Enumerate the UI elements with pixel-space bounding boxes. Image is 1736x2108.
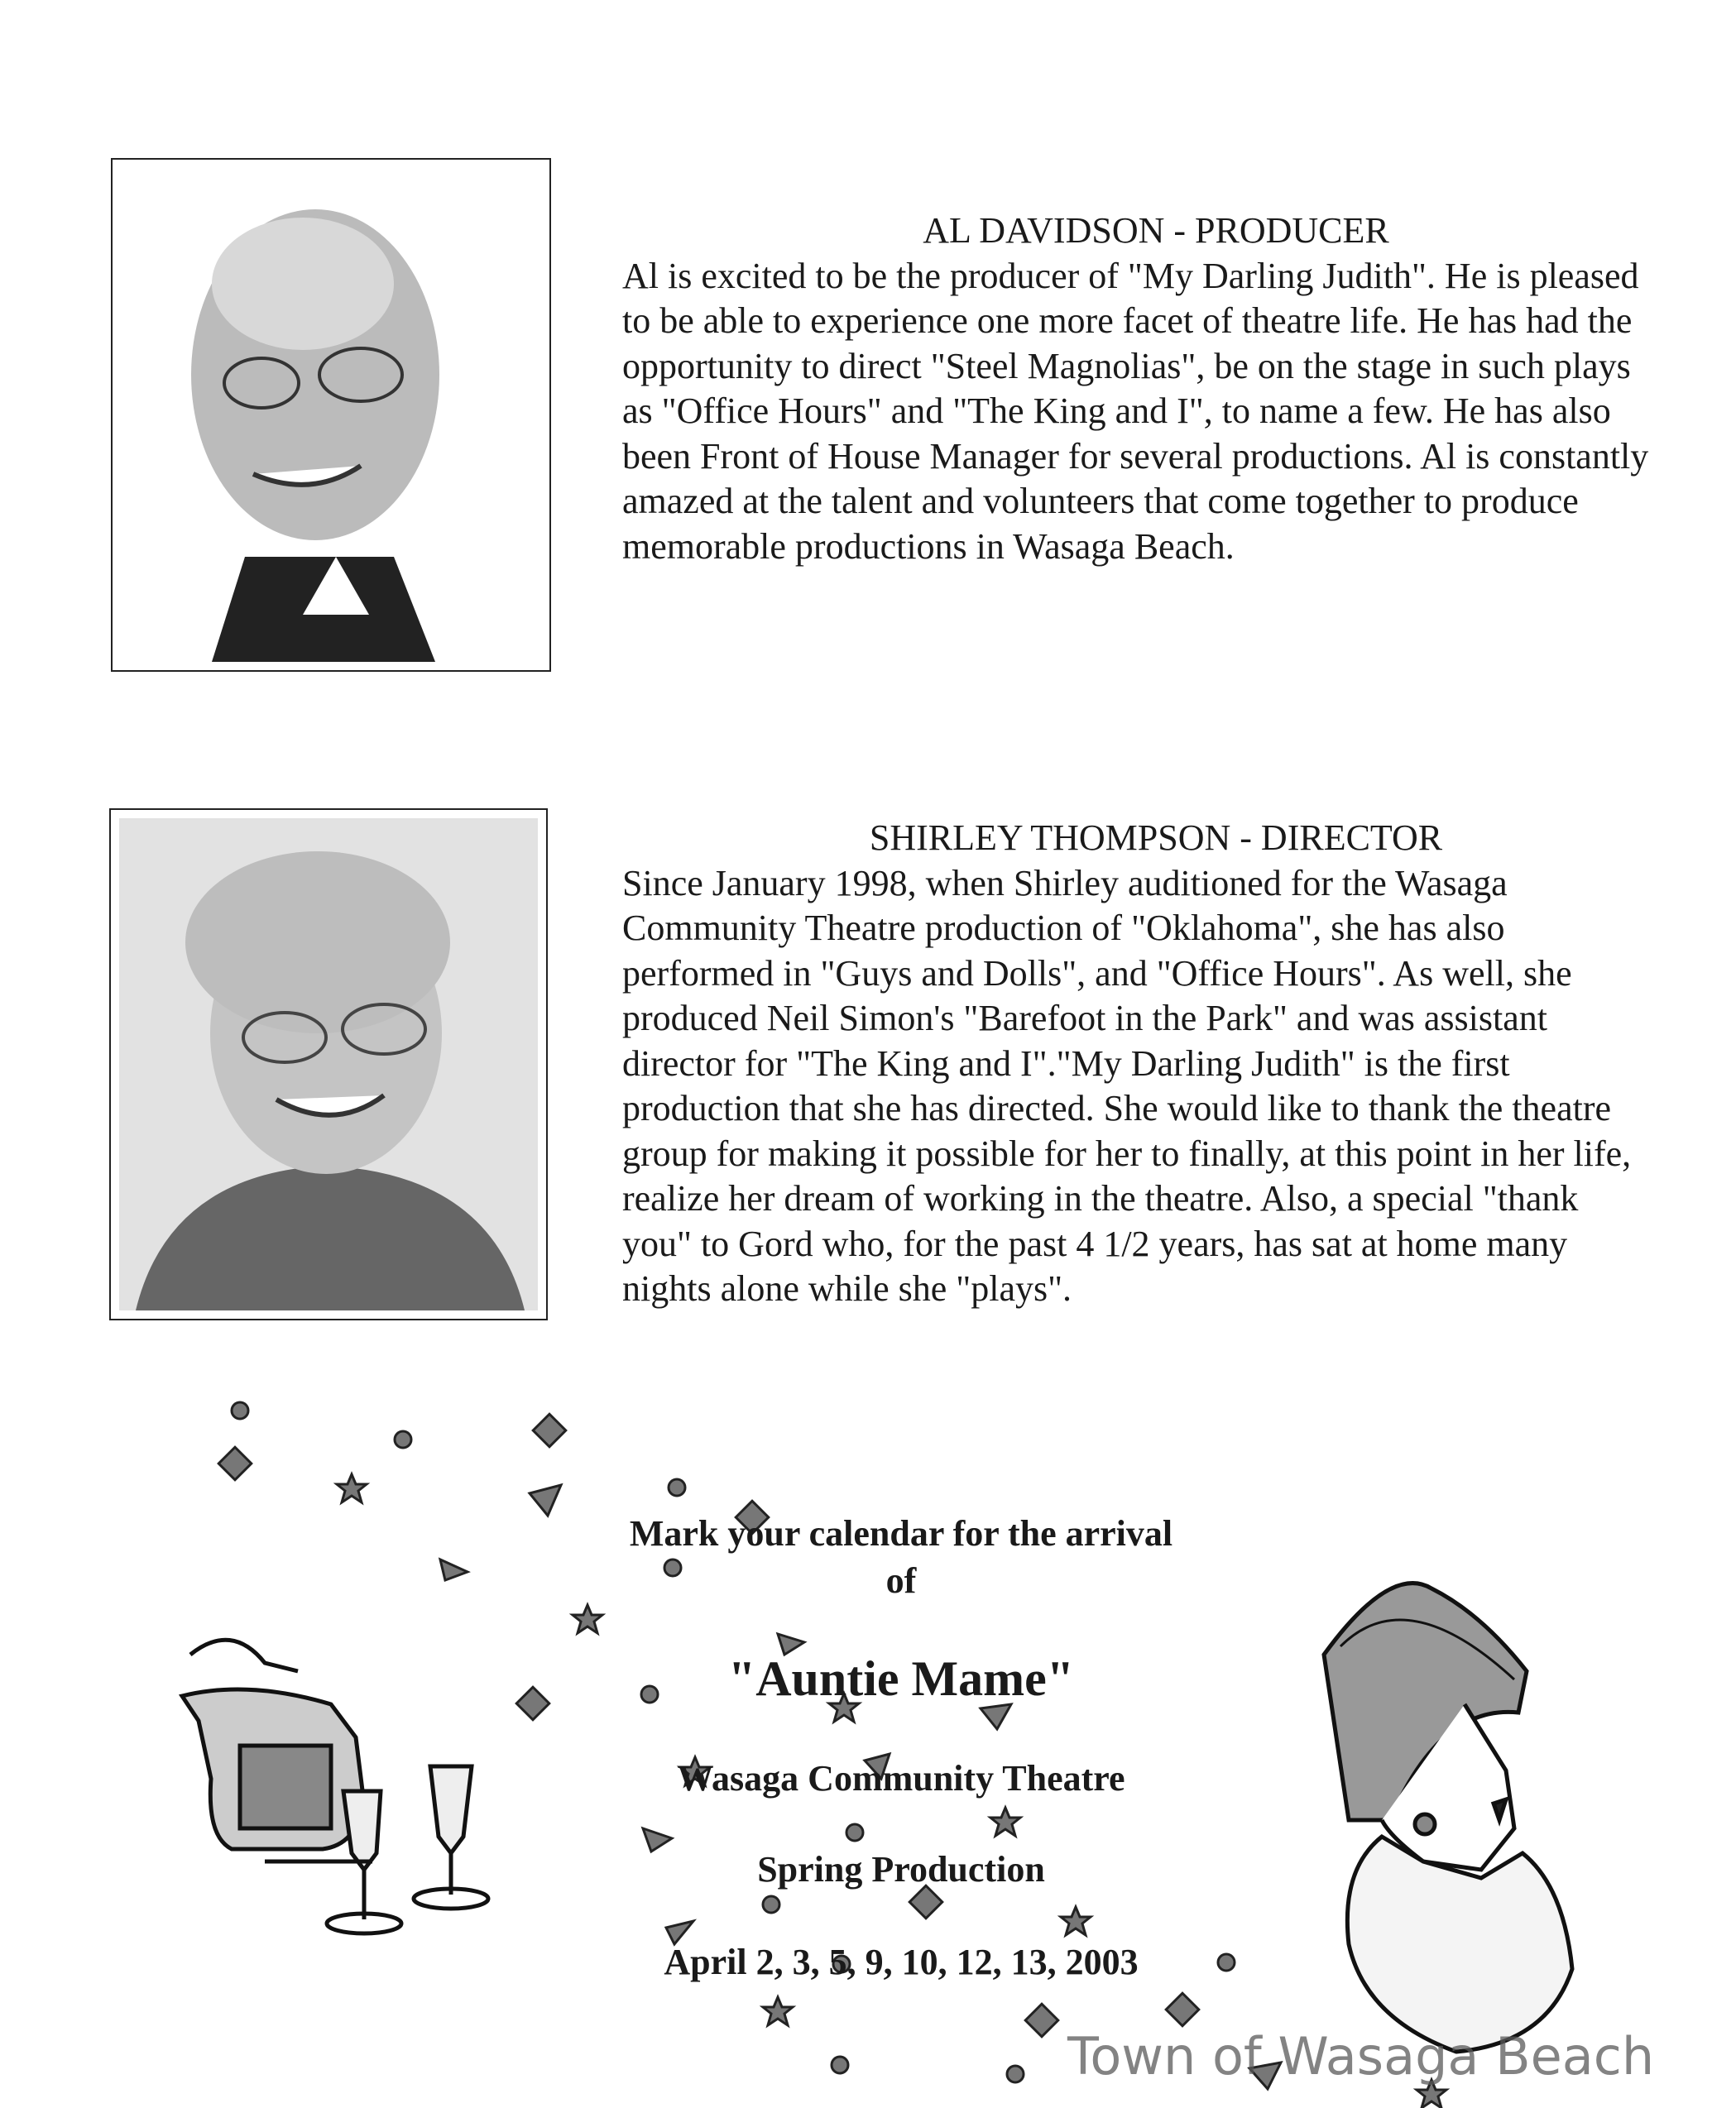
champagne-drawing	[165, 1613, 496, 1944]
producer-bio-text: Al is excited to be the producer of "My Darling Judith". He is pleased to be able to experience one more facet of theatre life. He has had the opportunity to direct "Steel Magnolias", be on the stage in such plays as "Office Hours" and "The King and I", to name a few. He has also been Front of House Manager for several productions. Al is constantly amazed at the talent and volunteers that come together to produce memorable productions in Wasaga Beach.	[622, 255, 1649, 567]
director-bio	[622, 816, 1657, 1312]
shirley-thompson-photo	[109, 808, 548, 1320]
auntie-mame-woman-illustration	[1316, 1555, 1663, 2085]
calendar-prompt: Mark your calendar for the arrival	[629, 1513, 1173, 1554]
director-bio-text: Since January 1998, when Shirley auditioned for the Wasaga Community Theatre production of "Oklahoma", she has also performed in "Guys and Dolls", and "Office Hours". As well, she produced Neil Simon's "Barefoot in the Park" and was assistant director for "The King and I"."My Darling Judith" is the first production that she has directed. She would like to thank the theatre group for making it possible for her to finally, at this point in her life, realize her dream of working in the theatre. Also, a special "thank you" to Gord who, for the past 4 1/2 years, has sat at home many nights alone while she "plays".	[622, 862, 1632, 1309]
watermark: Town of Wasaga Beach	[1067, 2026, 1655, 2086]
al-davidson-photo	[111, 158, 551, 672]
calendar-prompt-of: of	[885, 1560, 917, 1601]
performance-dates: April 2, 3, 5, 9, 10, 12, 13, 2003	[664, 1942, 1139, 1982]
show-title: "Auntie Mame"	[727, 1651, 1075, 1706]
theatre-company: Wasaga Community Theatre	[677, 1758, 1125, 1799]
producer-bio	[622, 208, 1657, 569]
producer-heading: AL DAVIDSON - PRODUCER	[923, 210, 1389, 251]
season-label: Spring Production	[757, 1849, 1045, 1890]
director-heading: SHIRLEY THOMPSON - DIRECTOR	[869, 817, 1443, 858]
